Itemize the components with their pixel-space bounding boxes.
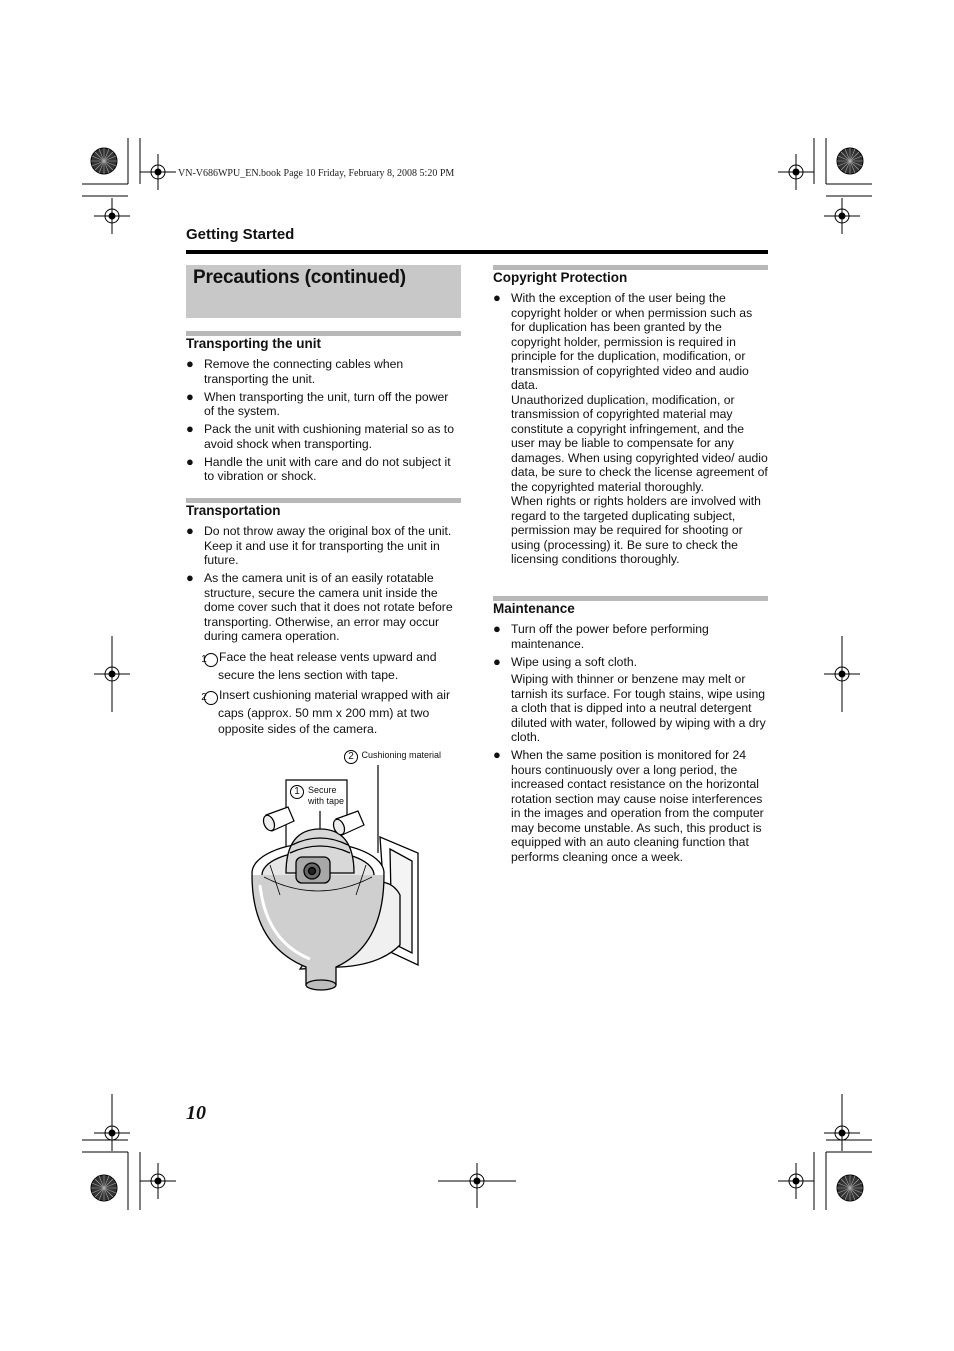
list-item: ● When the same position is monitored for 24 hours continuously over a long period, the increased contact resistance on the horizontal rotation section may cause noise interferences in the images and operation from the computer may become unstable. As such, this product is equipped with an auto cleaning function that performs cleaning once a week. (493, 747, 764, 864)
maintenance-heading: Maintenance (493, 601, 575, 616)
bullet-icon: ● (186, 356, 194, 371)
maintenance-list (493, 622, 768, 868)
list-item: ● Turn off the power before performing maintenance. (493, 621, 709, 651)
transportation-list (186, 524, 461, 647)
figure-number-1: 1 (290, 785, 304, 799)
list-item: ● Remove the connecting cables when transporting the unit. (186, 356, 404, 386)
transporting-unit-heading: Transporting the unit (186, 336, 321, 351)
camera-packing-figure (240, 745, 460, 995)
top-rule (186, 250, 768, 254)
list-item: ● When transporting the unit, turn off the power of the system. (186, 388, 449, 418)
bullet-icon: ● (493, 747, 501, 762)
figure-number-2: 2 (344, 750, 358, 764)
step-2: 2 Insert cushioning material wrapped with air caps (approx. 50 mm x 200 mm) at two opposite sides of the camera. (201, 688, 450, 736)
bullet-icon: ● (493, 653, 501, 669)
copyright-heading: Copyright Protection (493, 270, 628, 285)
copyright-paragraph-1: Unauthorized duplication, modification, or transmission of copyrighted material may constitute a copyright infringement, and the user may be liable to compensate for any damages. When using copyrighted video/ audio data, be sure to check the license agreement of the copyrighted material thoroughly. (511, 392, 768, 494)
bullet-icon: ● (186, 421, 194, 436)
bullet-icon: ● (493, 621, 501, 636)
maintenance-wipe-paragraph: Wiping with thinner or benzene may melt or tarnish its surface. For tough stains, wipe using a cloth that is dipped into a neutral detergent diluted with water, followed by wiping with a dry cloth. (511, 672, 766, 744)
page-title: Precautions (continued) (193, 267, 406, 288)
bullet-icon: ● (493, 290, 501, 305)
step-1: 1 Face the heat release vents upward and secure the lens section with tape. (201, 650, 437, 682)
page-title-box (186, 265, 461, 318)
transportation-heading: Transportation (186, 503, 281, 518)
list-item: ● With the exception of the user being the copyright holder or when permission such as for duplication has been granted by the copyright holder, permission is required in principle for the duplication, modification, or transmission of copyrighted video and audio data. Unauthorized duplication, modification, or transmission of copyrighted material may constitute a copyright infringement, and the user may be liable to compensate for any damages. When using copyrighted video/ audio data, be sure to check the license agreement of the copyrighted material thoroughly. When rights or rights holders are involved with regard to the targeted duplicating subject, permission may be required for shooting or using (processing) it. Be sure to check the licensing conditions thoroughly. (493, 290, 768, 566)
bullet-icon: ● (186, 453, 194, 469)
list-item: ● Wipe using a soft cloth. Wiping with thinner or benzene may melt or tarnish its surface. For tough stains, wipe using a cloth that is dipped into a neutral detergent diluted with water, followed by wiping with a dry cloth. (493, 655, 768, 745)
bullet-icon: ● (186, 523, 194, 538)
step-number-2: 2 (204, 691, 218, 705)
figure-label-1: 1 Secure with tape (290, 785, 352, 807)
section-title: Getting Started (186, 226, 295, 243)
list-item: ● Handle the unit with care and do not subject it to vibration or shock. (186, 453, 451, 483)
list-item: ● As the camera unit is of an easily rotatable structure, secure the camera unit inside the dome cover such that it does not rotate before transporting. Otherwise, an error may occur during camera operation. (186, 570, 453, 643)
page-number: 10 (186, 1102, 206, 1124)
print-header-line: VN-V686WPU_EN.book Page 10 Friday, February 8, 2008 5:20 PM (178, 168, 455, 179)
figure-label-2: 2 Cushioning material (344, 750, 441, 764)
list-item: ● Pack the unit with cushioning material so as to avoid shock when transporting. (186, 421, 454, 451)
list-item: ● Do not throw away the original box of the unit. Keep it and use it for transporting the unit in future. (186, 523, 452, 567)
copyright-list (493, 291, 768, 570)
copyright-paragraph-2: When rights or rights holders are involved with regard to the targeted duplicating subject, permission may be required for shooting or using (processing) it. Be sure to check the licensing conditions thoroughly. (511, 494, 761, 566)
bullet-icon: ● (186, 388, 194, 404)
transporting-unit-list (186, 357, 461, 487)
step-number-1: 1 (204, 653, 218, 667)
bullet-icon: ● (186, 570, 194, 585)
